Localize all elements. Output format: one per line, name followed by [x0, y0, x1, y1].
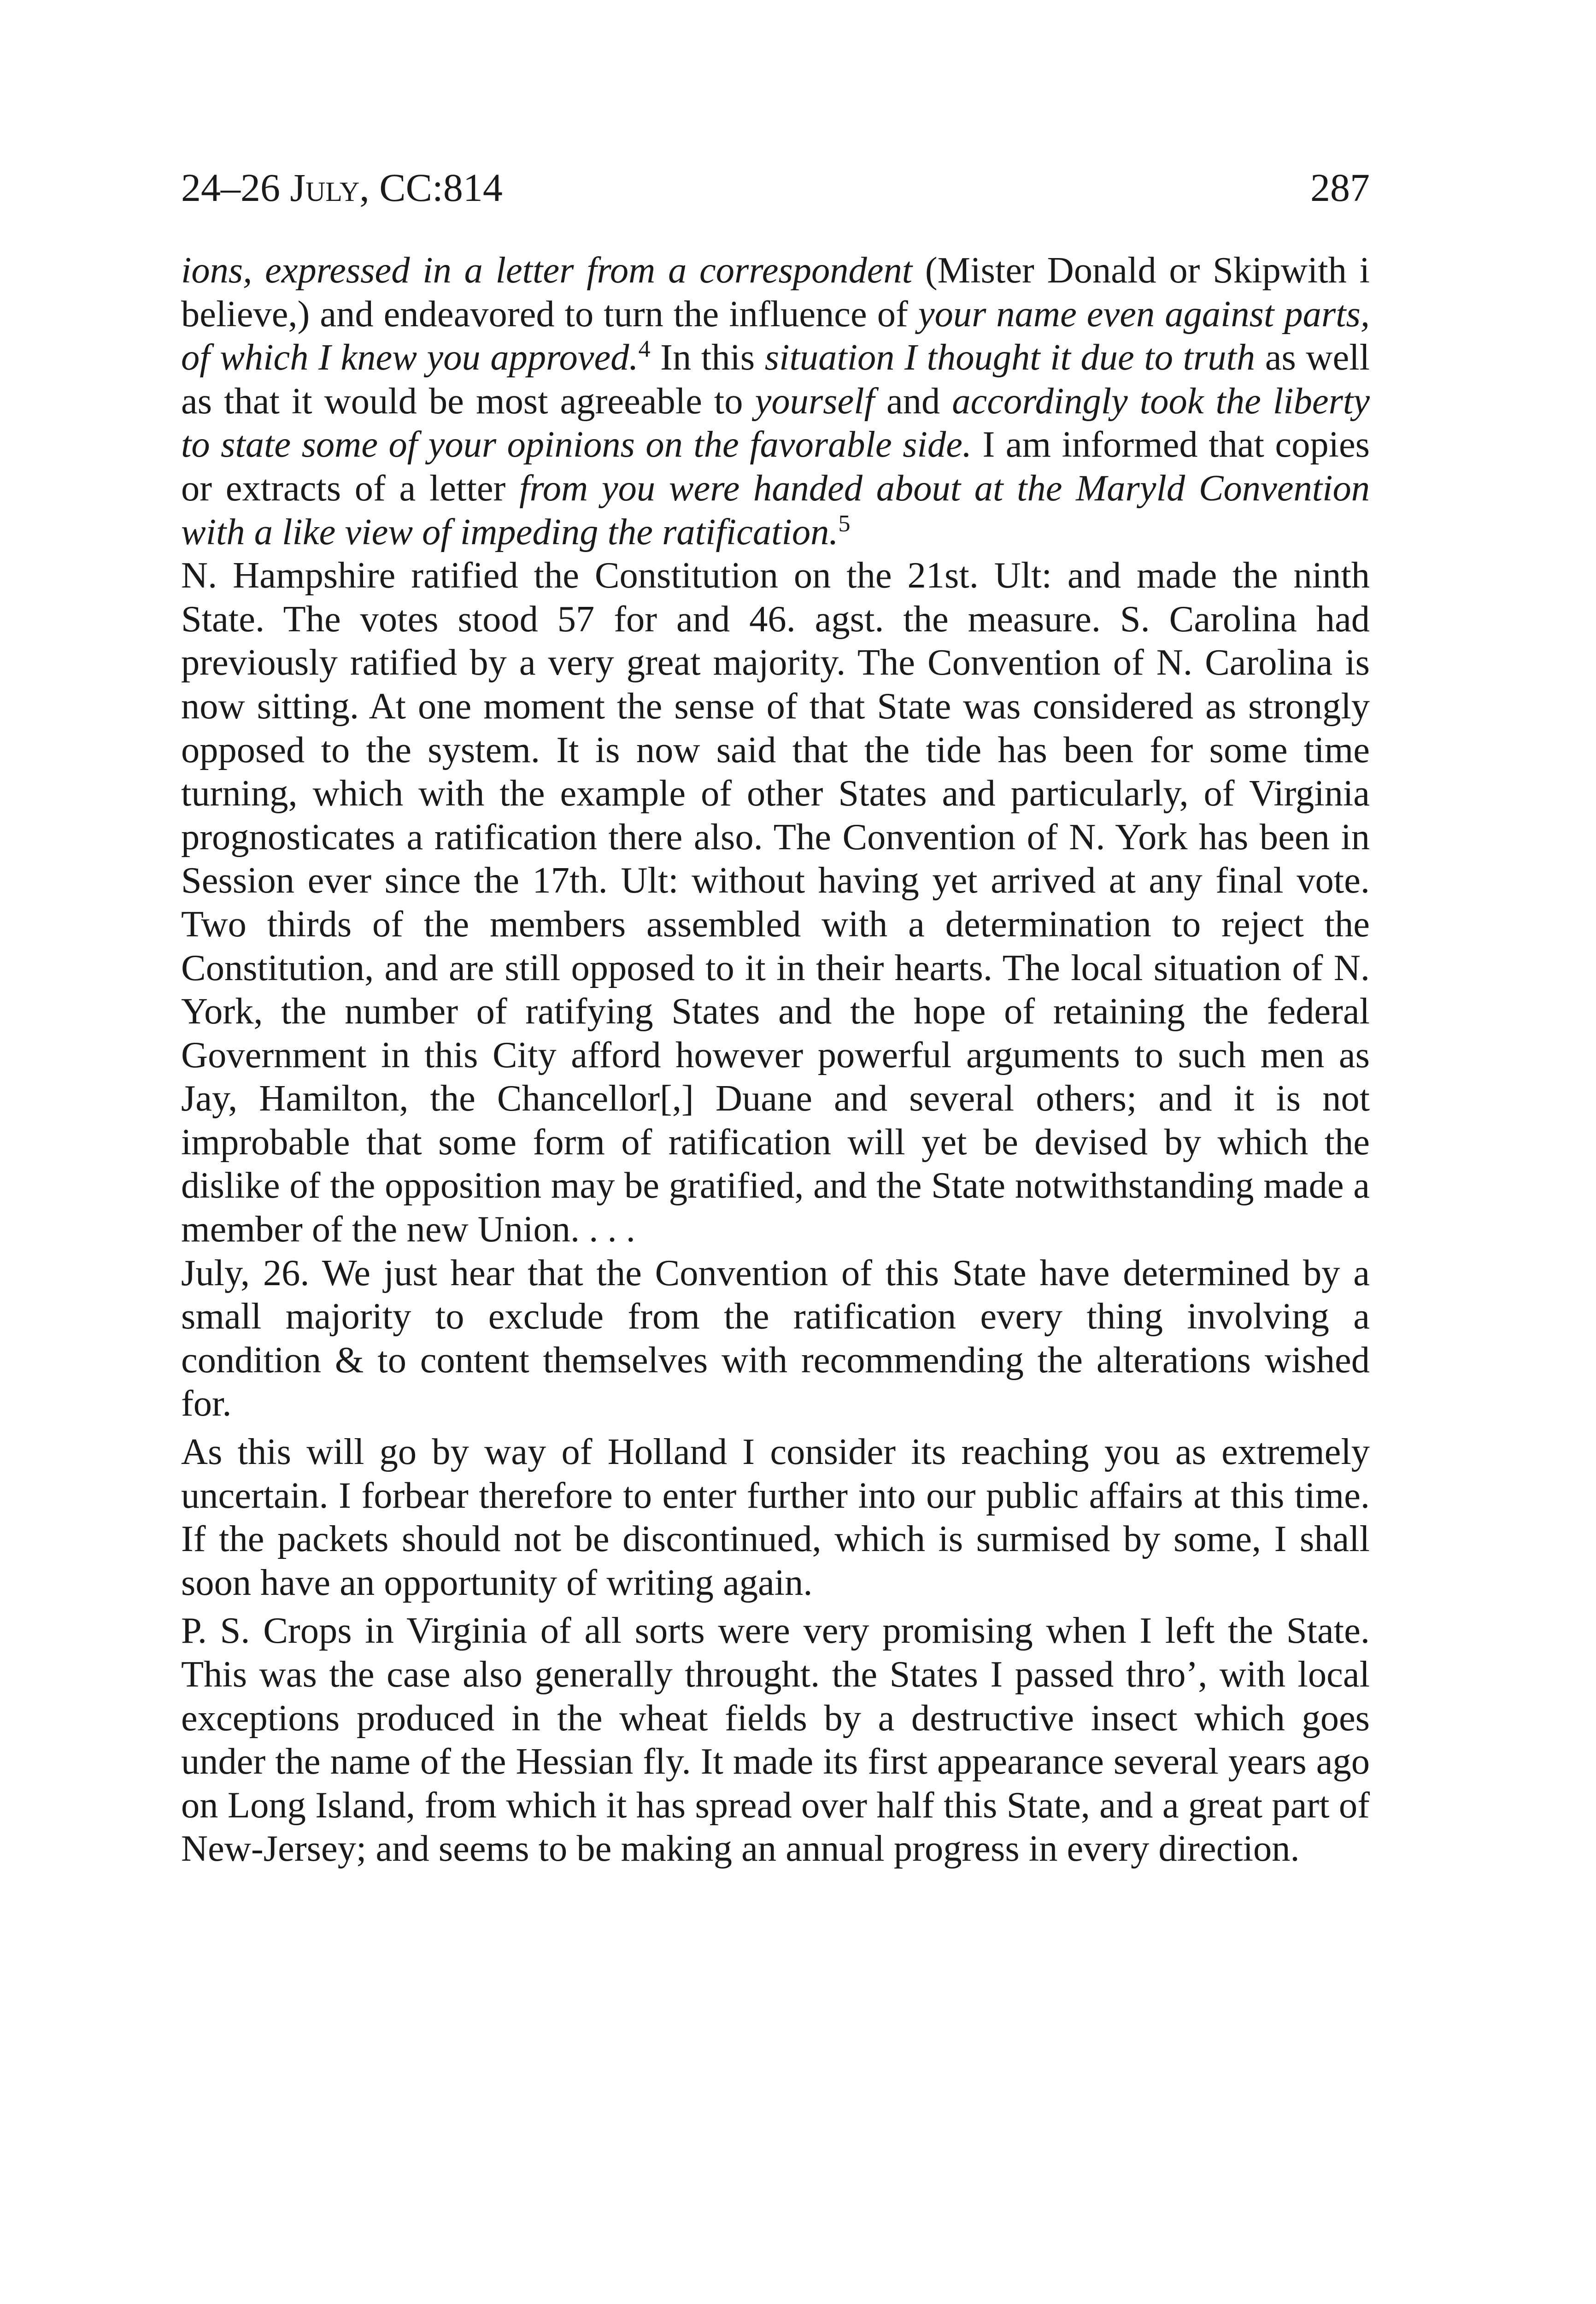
italic-span: from you were handed about at the Maryld Convention with a like view of impeding the ratification.: [181, 467, 1370, 552]
text-span: (Mister Donald or Skipwith i believe,) and endeavored to turn the influence of: [181, 250, 1370, 335]
month-label: July: [290, 165, 360, 210]
paragraph-holland: As this will go by way of Holland I consider its reaching you as extremely uncertain. I forbear therefore to enter further into our public affairs at this time. If the packets should not be discontinued, which is surmised by some, I shall soon have an opportunity of writing again.: [181, 1431, 1370, 1603]
text-span: and: [874, 380, 952, 422]
paragraph-letter-opinions: [181, 249, 1370, 554]
text-span: In this: [650, 337, 765, 378]
date-range: 24–26: [181, 165, 280, 210]
italic-span: yourself: [755, 380, 874, 422]
italic-span: your name even against parts, of which I knew you approved.: [181, 293, 1370, 378]
running-head: [181, 162, 1370, 213]
page-number: 287: [1310, 165, 1370, 210]
italic-span: accordingly took the liberty to state some of your opinions on the favorable side.: [181, 380, 1370, 465]
footnote-ref: 4: [638, 336, 651, 363]
document-number: , CC:814: [359, 165, 503, 210]
text-span: as well as that it would be most agreeable to: [181, 337, 1370, 422]
italic-span: situation I thought it due to truth: [764, 337, 1256, 378]
paragraph-new-hampshire: N. Hampshire ratified the Constitution on the 21st. Ult: and made the ninth State. The votes stood 57 for and 46. agst. the measure. S. Carolina had previously ratified by a very great majority. The Convention of N. Carolina is now sitting. At one moment the sense of that State was considered as strongly opposed to the system. It is now said that the tide has been for some time turning, which with the example of other States and particularly, of Virginia prognosticates a ratification there also. The Convention of N. York has been in Session ever since the 17th. Ult: without having yet arrived at any final vote. Two thirds of the members assembled with a determination to reject the Constitution, and are still opposed to it in their hearts. The local situation of N. York, the number of ratifying States and the hope of retaining the federal Government in this City afford however powerful arguments to such men as Jay, Hamilton, the Chancellor[,] Duane and several others; and it is not improbable that some form of ratification will yet be devised by which the dislike of the opposition may be gratified, and the State notwithstanding made a member of the new Union. . . .: [181, 555, 1370, 1250]
paragraph-postscript: P. S. Crops in Virginia of all sorts were very promising when I left the State. This was the case also generally throught. the States I passed thro’, with local exceptions produced in the wheat fields by a destructive insect which goes under the name of the Hessian fly. It made its first appearance several years ago on Long Island, from which it has spread over half this State, and a great part of New-Jersey; and seems to be making an annual progress in every direction.: [181, 1610, 1370, 1869]
body-text: [181, 249, 1370, 1871]
text-span: I am informed that copies or extracts of a letter: [181, 424, 1370, 509]
paragraph-july-26: July, 26. We just hear that the Convention of this State have determined by a small majority to exclude from the ratification every thing involving a condition & to content themselves with recommending the alterations wished for.: [181, 1252, 1370, 1424]
running-head-left: [181, 162, 503, 213]
italic-span: ions, expressed in a letter from a correspondent: [181, 250, 913, 291]
footnote-ref: 5: [838, 510, 851, 537]
